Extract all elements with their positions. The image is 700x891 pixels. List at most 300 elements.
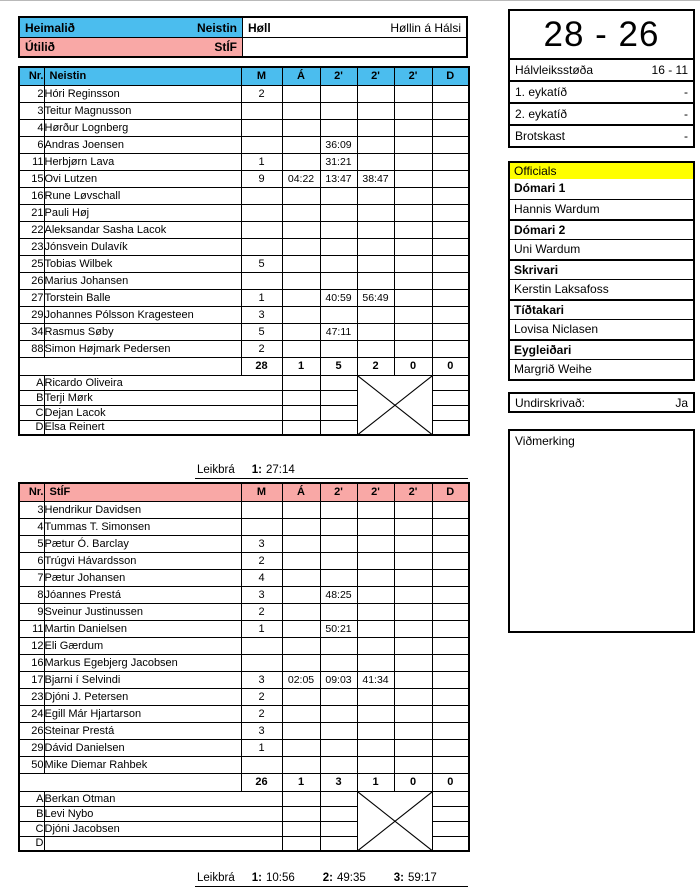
player-nr: 2 <box>19 85 44 102</box>
player-p1 <box>320 637 357 654</box>
column-header: 2' <box>357 67 394 85</box>
player-p1 <box>320 654 357 671</box>
player-p3 <box>394 722 432 739</box>
player-p2 <box>357 340 394 357</box>
player-d <box>432 289 469 306</box>
player-a <box>282 688 320 705</box>
player-p2 <box>357 569 394 586</box>
player-d <box>432 637 469 654</box>
score-box <box>508 9 695 148</box>
player-nr: 25 <box>19 255 44 272</box>
total-value: 3 <box>320 773 357 791</box>
timeline-time: 10:56 <box>265 872 295 884</box>
player-m: 3 <box>241 306 282 323</box>
player-p1: 40:59 <box>320 289 357 306</box>
official-person-name: Hannis Wardum <box>510 199 693 219</box>
official-p1-cell <box>320 375 357 390</box>
player-p1: 13:47 <box>320 170 357 187</box>
column-header: M <box>241 67 282 85</box>
player-m <box>241 204 282 221</box>
player-a <box>282 323 320 340</box>
player-m: 3 <box>241 586 282 603</box>
player-m: 5 <box>241 255 282 272</box>
player-row <box>19 671 469 688</box>
player-m: 3 <box>241 671 282 688</box>
official-name: Djóni Jacobsen <box>44 821 282 836</box>
player-m: 2 <box>241 85 282 102</box>
official-d-cell <box>432 821 469 836</box>
player-p3 <box>394 272 432 289</box>
player-d <box>432 340 469 357</box>
column-header: Nr. <box>19 483 44 501</box>
final-score: 28 - 26 <box>543 15 660 54</box>
player-d <box>432 552 469 569</box>
player-m: 1 <box>241 289 282 306</box>
player-p1 <box>320 119 357 136</box>
timeline-time: 49:35 <box>336 872 366 884</box>
player-d <box>432 535 469 552</box>
player-row <box>19 637 469 654</box>
away-roster-section <box>18 482 470 852</box>
player-d <box>432 620 469 637</box>
player-name: Johannes Pólsson Kragesteen <box>44 306 241 323</box>
player-a <box>282 340 320 357</box>
away-team-row <box>20 37 466 56</box>
player-d <box>432 705 469 722</box>
player-m <box>241 637 282 654</box>
player-name: Simon Højmark Pedersen <box>44 340 241 357</box>
player-a <box>282 654 320 671</box>
player-name: Jónsvein Dulavík <box>44 238 241 255</box>
totals-row <box>19 357 469 375</box>
player-row <box>19 221 469 238</box>
official-a-cell <box>282 806 320 821</box>
official-person-name: Lovisa Niclasen <box>510 319 693 339</box>
official-name: Dejan Lacok <box>44 405 282 420</box>
player-p1 <box>320 102 357 119</box>
player-name: Pætur Johansen <box>44 569 241 586</box>
player-a <box>282 739 320 756</box>
player-p2 <box>357 586 394 603</box>
player-name: Markus Egebjerg Jacobsen <box>44 654 241 671</box>
player-nr: 11 <box>19 153 44 170</box>
player-d <box>432 238 469 255</box>
player-p1: 09:03 <box>320 671 357 688</box>
hall-label: Høll <box>248 20 271 35</box>
officials-title: Officials <box>510 163 693 179</box>
player-p2 <box>357 739 394 756</box>
player-p2 <box>357 255 394 272</box>
player-p1 <box>320 204 357 221</box>
official-role: Eygleiðari <box>510 339 693 359</box>
player-p1 <box>320 85 357 102</box>
player-name: Torstein Balle <box>44 289 241 306</box>
player-d <box>432 153 469 170</box>
official-letter: B <box>19 390 44 405</box>
officials-panel <box>508 161 695 381</box>
official-name: Elsa Reinert <box>44 420 282 435</box>
player-name: Hóri Reginsson <box>44 85 241 102</box>
player-p2: 38:47 <box>357 170 394 187</box>
player-m: 1 <box>241 620 282 637</box>
player-nr: 3 <box>19 102 44 119</box>
penalty-score: - <box>684 129 688 143</box>
player-name: Martin Danielsen <box>44 620 241 637</box>
column-header: D <box>432 67 469 85</box>
player-a <box>282 756 320 773</box>
column-header: 2' <box>394 67 432 85</box>
remarks-box <box>508 429 695 633</box>
player-a <box>282 552 320 569</box>
timeline-period: 3: <box>393 872 404 884</box>
player-d <box>432 119 469 136</box>
player-name: Hørður Lognberg <box>44 119 241 136</box>
totals-blank-cell <box>19 357 241 375</box>
player-p2 <box>357 85 394 102</box>
player-p2 <box>357 620 394 637</box>
player-p3 <box>394 552 432 569</box>
halftime-row <box>510 58 693 80</box>
total-value: 0 <box>432 357 469 375</box>
official-name: Berkan Otman <box>44 791 282 806</box>
overtime2-row <box>510 102 693 124</box>
player-name: Trúgvi Hávardsson <box>44 552 241 569</box>
player-nr: 23 <box>19 238 44 255</box>
player-name: Andras Joensen <box>44 136 241 153</box>
official-a-cell <box>282 375 320 390</box>
player-name: Steinar Prestá <box>44 722 241 739</box>
official-letter: C <box>19 821 44 836</box>
overtime2-label: 2. eykatíð <box>515 107 568 121</box>
player-p1 <box>320 272 357 289</box>
player-name: Pauli Høj <box>44 204 241 221</box>
player-row <box>19 518 469 535</box>
team-official-row <box>19 375 469 390</box>
player-row <box>19 569 469 586</box>
official-role: Dómari 1 <box>514 181 566 195</box>
player-row <box>19 739 469 756</box>
player-p3 <box>394 705 432 722</box>
player-p1 <box>320 705 357 722</box>
total-value: 1 <box>282 773 320 791</box>
timeline-label: Leikbrá <box>197 872 235 884</box>
player-row <box>19 756 469 773</box>
home-roster-table <box>18 66 470 436</box>
player-d <box>432 501 469 518</box>
official-d-cell <box>432 836 469 851</box>
column-header: Nr. <box>19 67 44 85</box>
player-name: Ovi Lutzen <box>44 170 241 187</box>
player-d <box>432 756 469 773</box>
crossed-out-cell <box>357 791 432 851</box>
player-p3 <box>394 136 432 153</box>
player-p1 <box>320 569 357 586</box>
official-p1-cell <box>320 806 357 821</box>
player-d <box>432 221 469 238</box>
official-person-name: Uni Wardum <box>510 239 693 259</box>
hall-cell-empty <box>243 38 466 56</box>
total-value: 0 <box>394 357 432 375</box>
player-d <box>432 272 469 289</box>
player-nr: 21 <box>19 204 44 221</box>
player-row <box>19 204 469 221</box>
timeline-period: 2: <box>322 872 333 884</box>
player-m <box>241 221 282 238</box>
player-m <box>241 501 282 518</box>
remarks-label: Viðmerking <box>515 434 575 448</box>
official-a-cell <box>282 821 320 836</box>
player-p2 <box>357 552 394 569</box>
timeline-period: 1: <box>251 872 262 884</box>
official-name: Levi Nybo <box>44 806 282 821</box>
player-nr: 23 <box>19 688 44 705</box>
player-p3 <box>394 255 432 272</box>
player-p1 <box>320 255 357 272</box>
player-a <box>282 119 320 136</box>
player-p3 <box>394 102 432 119</box>
official-role: Tíðtakari <box>510 299 693 319</box>
player-a <box>282 136 320 153</box>
player-p1 <box>320 501 357 518</box>
player-p3 <box>394 187 432 204</box>
player-a <box>282 722 320 739</box>
official-letter: D <box>19 420 44 435</box>
player-p2 <box>357 501 394 518</box>
home-team-cell <box>20 18 243 37</box>
player-p2: 41:34 <box>357 671 394 688</box>
player-row <box>19 119 469 136</box>
player-p1: 50:21 <box>320 620 357 637</box>
player-nr: 6 <box>19 552 44 569</box>
player-m <box>241 119 282 136</box>
player-a <box>282 620 320 637</box>
player-p2 <box>357 323 394 340</box>
total-value: 1 <box>282 357 320 375</box>
player-m: 2 <box>241 340 282 357</box>
player-p2 <box>357 119 394 136</box>
player-p3 <box>394 323 432 340</box>
halftime-score: 16 - 11 <box>651 63 688 77</box>
total-value: 0 <box>394 773 432 791</box>
player-m: 9 <box>241 170 282 187</box>
player-d <box>432 85 469 102</box>
player-nr: 6 <box>19 136 44 153</box>
player-p1 <box>320 518 357 535</box>
timeline-time: 27:14 <box>265 464 295 476</box>
player-p3 <box>394 238 432 255</box>
player-nr: 27 <box>19 289 44 306</box>
player-p2 <box>357 204 394 221</box>
player-p1 <box>320 739 357 756</box>
player-p3 <box>394 739 432 756</box>
player-p1 <box>320 688 357 705</box>
player-p3 <box>394 756 432 773</box>
player-p1 <box>320 306 357 323</box>
player-row <box>19 340 469 357</box>
player-nr: 15 <box>19 170 44 187</box>
player-row <box>19 705 469 722</box>
player-nr: 34 <box>19 323 44 340</box>
hall-cell <box>243 18 466 37</box>
official-p1-cell <box>320 821 357 836</box>
column-header: Á <box>282 67 320 85</box>
player-a <box>282 289 320 306</box>
player-name: Eli Gærdum <box>44 637 241 654</box>
player-p3 <box>394 586 432 603</box>
official-person-name: Kerstin Laksafoss <box>510 279 693 299</box>
player-m: 5 <box>241 323 282 340</box>
player-a: 02:05 <box>282 671 320 688</box>
timeline-time: 59:17 <box>407 872 437 884</box>
column-header: 2' <box>320 483 357 501</box>
official-p1-cell <box>320 390 357 405</box>
player-name: Egill Már Hjartarson <box>44 705 241 722</box>
player-m <box>241 187 282 204</box>
player-p1: 31:21 <box>320 153 357 170</box>
player-a <box>282 586 320 603</box>
column-header: Neistin <box>44 67 241 85</box>
player-row <box>19 722 469 739</box>
player-p3 <box>394 204 432 221</box>
player-m: 4 <box>241 569 282 586</box>
player-row <box>19 306 469 323</box>
player-row <box>19 255 469 272</box>
player-row <box>19 654 469 671</box>
signed-label: Undirskrivað: <box>515 395 586 410</box>
player-p3 <box>394 153 432 170</box>
player-p2 <box>357 272 394 289</box>
player-d <box>432 688 469 705</box>
roster-header-row <box>19 483 469 501</box>
official-p1-cell <box>320 405 357 420</box>
total-value: 1 <box>357 773 394 791</box>
player-a <box>282 153 320 170</box>
player-m <box>241 654 282 671</box>
column-header: 2' <box>357 483 394 501</box>
player-row <box>19 153 469 170</box>
player-p3 <box>394 603 432 620</box>
total-value: 2 <box>357 357 394 375</box>
official-name: Terji Mørk <box>44 390 282 405</box>
player-d <box>432 671 469 688</box>
player-m <box>241 518 282 535</box>
player-nr: 24 <box>19 705 44 722</box>
player-d <box>432 603 469 620</box>
overtime1-row <box>510 80 693 102</box>
player-a <box>282 535 320 552</box>
player-m: 3 <box>241 722 282 739</box>
official-a-cell <box>282 405 320 420</box>
player-row <box>19 688 469 705</box>
official-a-cell <box>282 390 320 405</box>
timeline-label: Leikbrá <box>197 464 235 476</box>
player-p1 <box>320 187 357 204</box>
player-p3 <box>394 170 432 187</box>
official-a-cell <box>282 420 320 435</box>
official-letter: B <box>19 806 44 821</box>
player-name: Djóni J. Petersen <box>44 688 241 705</box>
team-official-row <box>19 791 469 806</box>
player-d <box>432 569 469 586</box>
player-d <box>432 170 469 187</box>
player-row <box>19 289 469 306</box>
player-p2 <box>357 722 394 739</box>
away-roster-table <box>18 482 470 852</box>
player-row <box>19 136 469 153</box>
total-value: 28 <box>241 357 282 375</box>
home-label: Heimalið <box>25 20 76 35</box>
player-p2 <box>357 603 394 620</box>
official-d-cell <box>432 390 469 405</box>
home-timeline <box>195 463 468 479</box>
player-p2 <box>357 136 394 153</box>
player-name: Marius Johansen <box>44 272 241 289</box>
player-a <box>282 204 320 221</box>
player-row <box>19 102 469 119</box>
player-row <box>19 552 469 569</box>
official-letter: A <box>19 375 44 390</box>
player-d <box>432 136 469 153</box>
crossed-out-cell <box>357 375 432 435</box>
player-p2 <box>357 153 394 170</box>
player-nr: 11 <box>19 620 44 637</box>
player-m: 1 <box>241 739 282 756</box>
column-header: 2' <box>320 67 357 85</box>
player-p3 <box>394 221 432 238</box>
player-nr: 9 <box>19 603 44 620</box>
player-m <box>241 136 282 153</box>
player-p1 <box>320 238 357 255</box>
official-d-cell <box>432 791 469 806</box>
official-d-cell <box>432 420 469 435</box>
column-header: Á <box>282 483 320 501</box>
player-p1 <box>320 340 357 357</box>
player-d <box>432 739 469 756</box>
away-timeline <box>195 871 468 887</box>
player-p2 <box>357 688 394 705</box>
away-label: Útilið <box>25 40 55 54</box>
player-nr: 50 <box>19 756 44 773</box>
player-p3 <box>394 518 432 535</box>
player-p2: 56:49 <box>357 289 394 306</box>
timeline-period: 1: <box>251 464 262 476</box>
player-d <box>432 102 469 119</box>
player-a <box>282 221 320 238</box>
away-team-cell <box>20 38 243 56</box>
player-a <box>282 255 320 272</box>
overtime1-score: - <box>684 85 688 99</box>
player-d <box>432 306 469 323</box>
roster-header-row <box>19 67 469 85</box>
player-name: Hendrikur Davidsen <box>44 501 241 518</box>
totals-blank-cell <box>19 773 241 791</box>
away-team-name: StÍF <box>214 40 237 54</box>
total-value: 0 <box>432 773 469 791</box>
player-row <box>19 238 469 255</box>
player-nr: 22 <box>19 221 44 238</box>
official-person-name: Margrið Weihe <box>510 359 693 379</box>
penalty-row <box>510 124 693 146</box>
column-header: M <box>241 483 282 501</box>
player-nr: 26 <box>19 272 44 289</box>
player-a <box>282 102 320 119</box>
player-p3 <box>394 289 432 306</box>
player-p1 <box>320 603 357 620</box>
player-p3 <box>394 119 432 136</box>
player-p1: 48:25 <box>320 586 357 603</box>
player-m <box>241 756 282 773</box>
hall-name: Høllin á Hálsi <box>390 20 461 35</box>
